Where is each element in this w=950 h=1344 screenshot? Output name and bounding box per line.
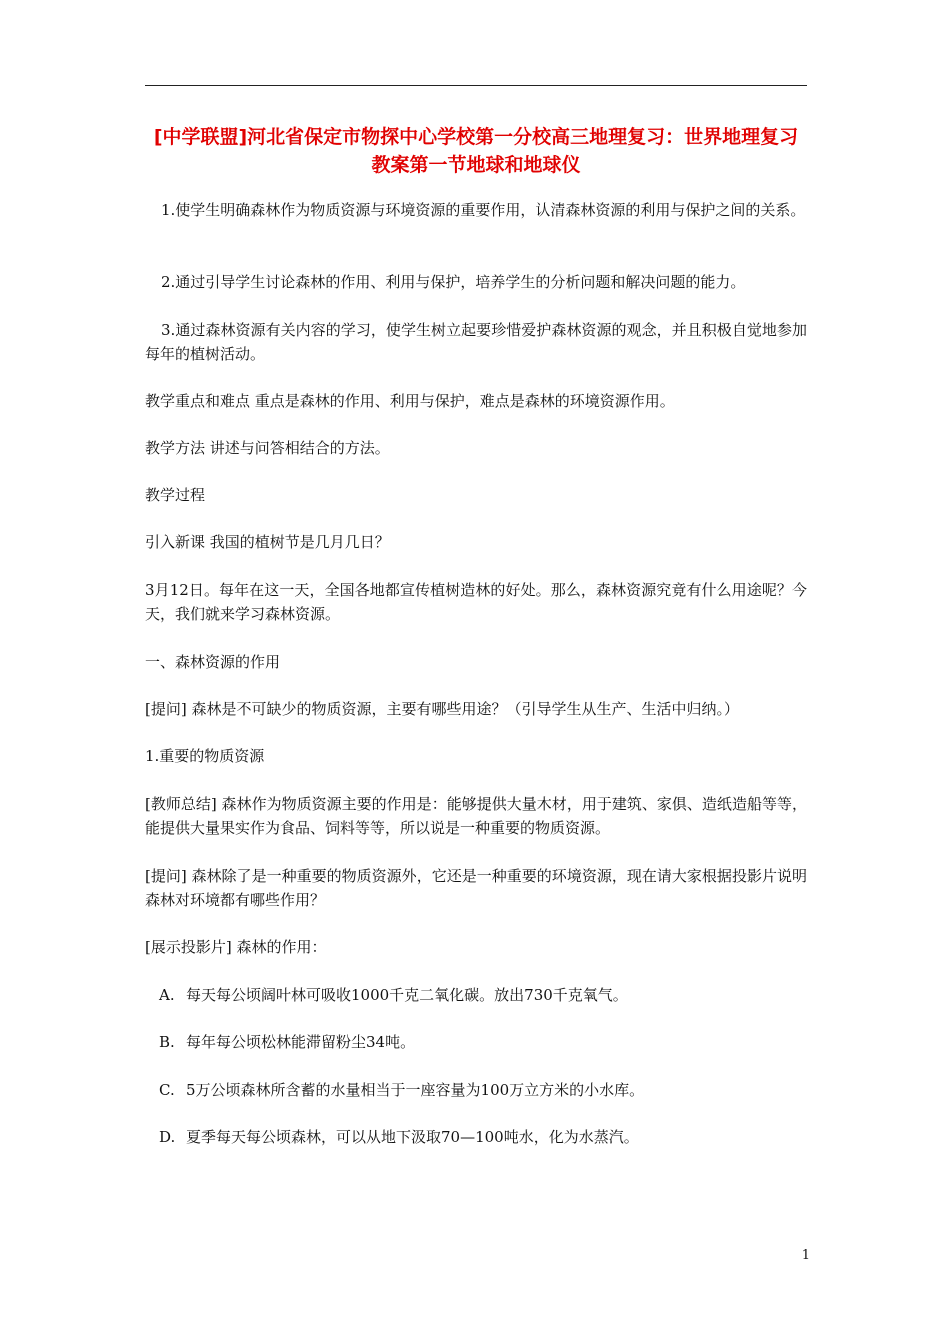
- teacher-summary: [教师总结] 森林作为物质资源主要的作用是：能够提供大量木材，用于建筑、家俱、造纸造船等等，能提供大量果实作为食品、饲料等等，所以说是一种重要的物质资源。: [145, 795, 807, 837]
- section-heading: 一、森林资源的作用: [145, 653, 281, 671]
- slide-intro: [展示投影片] 森林的作用：: [145, 938, 327, 956]
- option-label: B.: [159, 1033, 175, 1051]
- option-text: 5万公顷森林所含蓄的水量相当于一座容量为100万立方米的小水库。: [186, 1081, 645, 1099]
- option-label: D.: [159, 1128, 176, 1146]
- option-c: [145, 1078, 807, 1102]
- document-title: [中学联盟]河北省保定市物探中心学校第一分校高三地理复习：世界地理复习教案第一节地球和地球仪: [153, 126, 799, 176]
- objective-1: 1.使学生明确森林作为物质资源与环境资源的重要作用，认清森林资源的利用与保护之间的关系。: [161, 201, 806, 219]
- option-d: [145, 1125, 807, 1149]
- intro-question: 引入新课 我国的植树节是几月几日？: [145, 533, 390, 551]
- intro-answer: 3月12日。每年在这一天，全国各地都宣传植树造林的好处。那么，森林资源究竟有什么用途呢？今天，我们就来学习森林资源。: [145, 581, 807, 623]
- option-text: 夏季每天每公顷森林，可以从地下汲取70—100吨水，化为水蒸汽。: [186, 1128, 639, 1146]
- key-points: 教学重点和难点 重点是森林的作用、利用与保护，难点是森林的环境资源作用。: [145, 392, 675, 410]
- option-text: 每天每公顷阔叶林可吸收1000千克二氧化碳。放出730千克氧气。: [186, 986, 628, 1004]
- question-2: [提问] 森林除了是一种重要的物质资源外，它还是一种重要的环境资源，现在请大家根据投影片说明森林对环境都有哪些作用？: [145, 867, 807, 909]
- question-1: [提问] 森林是不可缺少的物质资源，主要有哪些用途？（引导学生从生产、生活中归纳。）: [145, 700, 739, 718]
- teaching-method: 教学方法 讲述与问答相结合的方法。: [145, 439, 390, 457]
- teaching-process-heading: 教学过程: [145, 486, 206, 504]
- option-b: [145, 1030, 807, 1054]
- objective-3: 3.通过森林资源有关内容的学习，使学生树立起要珍惜爱护森林资源的观念，并且积极自觉地参加每年的植树活动。: [145, 321, 807, 363]
- subsection-heading: 1.重要的物质资源: [145, 747, 265, 765]
- option-label: A.: [159, 986, 175, 1004]
- option-text: 每年每公顷松林能滞留粉尘34吨。: [186, 1033, 416, 1051]
- objective-2: 2.通过引导学生讨论森林的作用、利用与保护，培养学生的分析问题和解决问题的能力。: [161, 273, 746, 291]
- page-number: 1: [801, 1248, 810, 1263]
- option-label: C.: [159, 1081, 175, 1099]
- option-a: [145, 983, 807, 1007]
- header-rule: [145, 85, 807, 86]
